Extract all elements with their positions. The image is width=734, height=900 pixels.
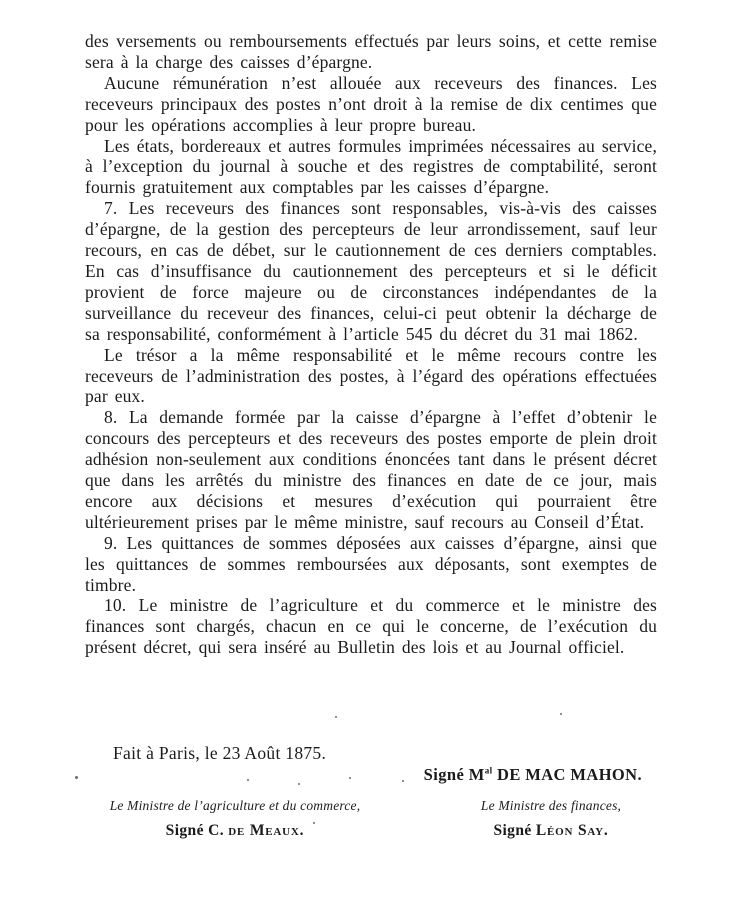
paragraph-continuation: des versements ou remboursements effectués par leurs soins, et cette remise sera à la charge des caisses d’épargne. <box>85 31 657 72</box>
minister-agriculture-title: Le Ministre de l’agriculture et du commerce, <box>109 798 361 813</box>
dateline: Fait à Paris, le 23 Août 1875. <box>113 743 327 763</box>
minister-finances-signed-prefix: Signé <box>493 822 536 839</box>
scan-speckle <box>560 713 562 715</box>
signature-president-prefix: Signé M <box>423 765 485 784</box>
paragraph: Les états, bordereaux et autres formules imprimées nécessaires au service, à l’exception du journal à souche et des registres de comptabilité, seront fournis gratuitement aux comptables par les caisses d’épargne. <box>85 135 657 198</box>
paragraph: Le trésor a la même responsabilité et le même recours contre les receveurs de l’administration des postes, à l’égard des opérations effectuées par eux. <box>85 344 657 407</box>
minister-finances-title: Le Ministre des finances, <box>480 798 622 813</box>
scan-speckle <box>313 822 315 824</box>
minister-finances-signed-name: Léon Say. <box>535 822 609 839</box>
scan-speckle <box>298 783 300 785</box>
scan-speckle <box>402 780 404 782</box>
scan-speckle <box>349 777 351 779</box>
minister-agriculture-signed-name: de Meaux. <box>228 822 305 839</box>
minister-agriculture-block <box>85 798 385 840</box>
ministers-signatures <box>85 798 657 840</box>
scan-speckle <box>75 776 78 779</box>
paragraph: Aucune rémunération n’est allouée aux receveurs des finances. Les receveurs principaux des postes n’ont droit à la remise de dix centimes que pour les opérations accomplies à leur propre bureau. <box>85 72 657 135</box>
signature-president-name: DE MAC MAHON. <box>492 765 642 784</box>
signature-president-superscript: al <box>484 765 493 776</box>
paragraph-article-7: 7. Les receveurs des finances sont responsables, vis-à-vis des caisses d’épargne, de la gestion des percepteurs de leur arrondissement, sauf leur recours, en cas de débet, sur le cautionnement de ces derniers comptables. En cas d’insuffisance du cautionnement des percepteurs et si le déficit provient de force majeure ou de circonstances indépendantes de la surveillance du receveur des finances, celui-ci peut obtenir la décharge de sa responsabilité, conformément à l’article 545 du décret du 31 mai 1862. <box>85 198 657 344</box>
scan-speckle <box>247 779 249 781</box>
paragraph-article-9: 9. Les quittances de sommes déposées aux caisses d’épargne, ainsi que les quittances de sommes remboursées aux déposants, sont exemptes de timbre. <box>85 532 657 595</box>
signature-president <box>424 765 642 785</box>
minister-finances-signature <box>445 822 657 840</box>
minister-agriculture-signature <box>85 822 385 840</box>
paragraph-article-10: 10. Le ministre de l’agriculture et du commerce et le ministre des finances sont chargés, chacun en ce qui le concerne, de l’exécution du présent décret, qui sera inséré au Bulletin des lois et au Journal officiel. <box>85 595 657 658</box>
scan-speckle <box>335 716 337 718</box>
paragraph-article-8: 8. La demande formée par la caisse d’épargne à l’effet d’obtenir le concours des percepteurs et des receveurs des postes emporte de plein droit adhésion non-seulement aux conditions énoncées tant dans le présent décret que dans les arrêtés du ministre des finances en date de ce jour, mais encore aux décisions et mesures d’exécution qui pourraient être ultérieurement prises par le même ministre, sauf recours au Conseil d’État. <box>85 407 657 532</box>
minister-finances-block <box>445 798 657 840</box>
decree-text <box>85 31 657 658</box>
minister-agriculture-signed-prefix: Signé C. <box>165 822 229 839</box>
